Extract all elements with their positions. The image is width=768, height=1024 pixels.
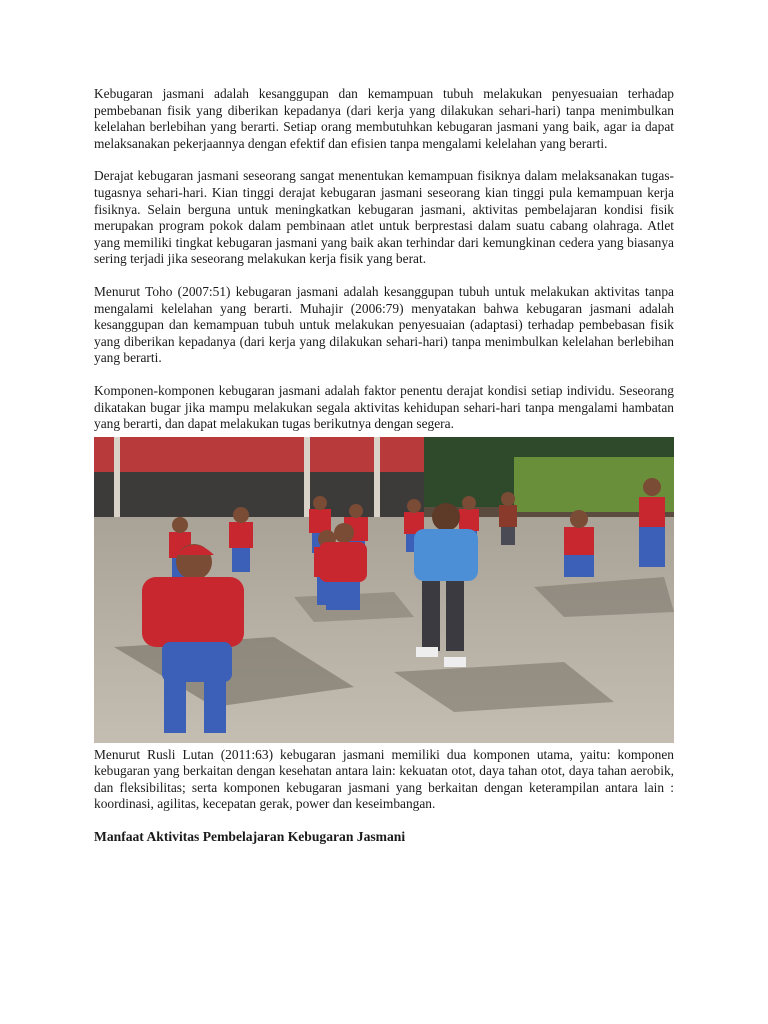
- document-body: [94, 86, 674, 845]
- paragraph-4: Komponen-komponen kebugaran jasmani adalah faktor penentu derajat kondisi setiap individu. Seseorang dikatakan bugar jika mampu melakukan segala aktivitas kehidupan sehari-hari tanpa mengalami hambatan yang berarti, dan dapat melakukan tugas berikutnya dengan segera.: [94, 382, 674, 432]
- paragraph-3: Menurut Toho (2007:51) kebugaran jasmani adalah kesanggupan tubuh untuk melakukan aktivitas tanpa mengalami kelelahan yang berarti. Muhajir (2006:79) menyatakan bahwa kebugaran jasmani adalah kesanggupan dan kemampuan tubuh untuk melakukan penyesuaian (adaptasi) terhadap pembebasan fisik yang diberikan kepadanya (dari kerja yang dilakukan sehari-hari) tanpa menimbulkan kelelahan berlebihan yang berarti.: [94, 283, 674, 366]
- paragraph-5: Menurut Rusli Lutan (2011:63) kebugaran jasmani memiliki dua komponen utama, yaitu: komponen kebugaran yang berkaitan dengan kesehatan antara lain: kekuatan otot, daya tahan otot, daya tahan aerobik, dan fleksibilitas; serta komponen kebugaran jasmani yang berkaitan dengan keterampilan antara lain : koordinasi, agilitas, kecepatan gerak, power dan keseimbangan.: [94, 746, 674, 812]
- section-heading: Manfaat Aktivitas Pembelajaran Kebugaran Jasmani: [94, 829, 406, 845]
- exercise-photo: [94, 437, 674, 743]
- paragraph-2: Derajat kebugaran jasmani seseorang sangat menentukan kemampuan fisiknya dalam melaksanakan tugas-tugasnya sehari-hari. Kian tinggi derajat kebugaran jasmani seseorang kian tinggi pula kemampuan kerja fisiknya. Selain berguna untuk meningkatkan kebugaran jasmani, aktivitas pembelajaran kondisi fisik merupakan program pokok dalam pembinaan atlet untuk berprestasi dalam suatu cabang olahraga. Atlet yang memiliki tingkat kebugaran jasmani yang baik akan terhindar dari kemungkinan cedera yang biasanya sering terjadi jika seseorang melakukan kerja fisik yang berat.: [94, 168, 674, 267]
- paragraph-1: Kebugaran jasmani adalah kesanggupan dan kemampuan tubuh melakukan penyesuaian terhadap pembebanan fisik yang diberikan kepadanya (dari kerja yang dilakukan sehari-hari) tanpa menimbulkan kelelahan berlebihan yang berarti. Setiap orang membutuhkan kebugaran jasmani yang baik, agar ia dapat melaksanakan pekerjaannya dengan efektif dan efisien tanpa mengalami kelelahan yang berarti.: [94, 86, 674, 151]
